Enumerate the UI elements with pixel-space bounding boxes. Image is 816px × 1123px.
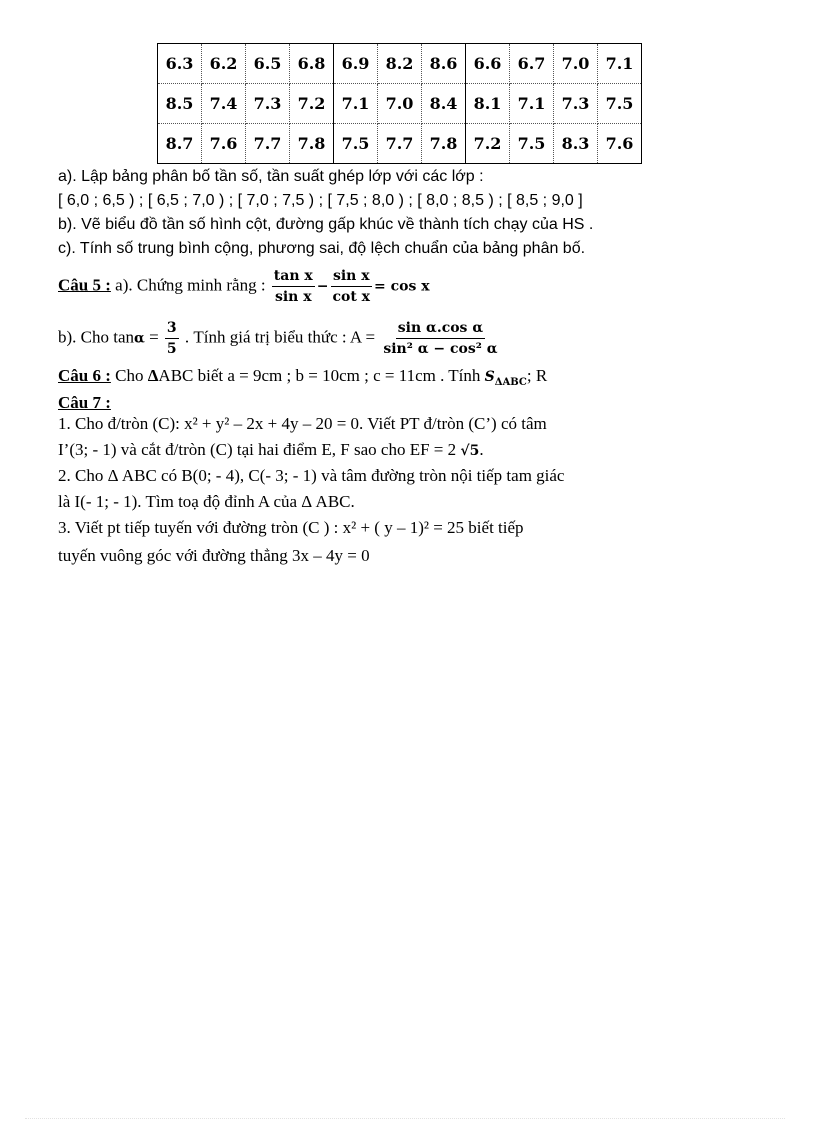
- table-cell: 6.5: [246, 44, 290, 84]
- q7-line-6: tuyến vuông góc với đường thẳng 3x – 4y = 0: [58, 546, 370, 565]
- q5-a-text: a). Chứng minh rằng :: [110, 275, 266, 295]
- table-cell: 6.9: [334, 44, 378, 84]
- table-cell: 7.3: [554, 84, 598, 124]
- question-5-heading: Câu 5 :: [58, 275, 111, 295]
- table-cell: 7.8: [422, 124, 466, 164]
- table-cell: 7.0: [378, 84, 422, 124]
- table-cell: 7.5: [598, 84, 642, 124]
- part-c-text: c). Tính số trung bình cộng, phương sai, độ lệch chuẩn của bảng phân bố.: [58, 240, 586, 257]
- table-cell: 8.2: [378, 44, 422, 84]
- question-5-line-b: b). Cho tanα = $\frac{3}{5}$ . Tính giá trị biểu thức : A = $\frac{\text{sin α.cos α}}{\text{sin² α − cos² α}}$: [58, 320, 498, 357]
- table-row: [158, 84, 642, 124]
- page-bottom-divider: [25, 1118, 785, 1119]
- table-cell: 7.8: [290, 124, 334, 164]
- table-cell: 7.3: [246, 84, 290, 124]
- part-a-text: a). Lập bảng phân bố tần số, tần suất ghép lớp với các lớp :: [58, 168, 484, 185]
- table-cell: 8.4: [422, 84, 466, 124]
- table-cell: 7.2: [466, 124, 510, 164]
- question-7-heading: Câu 7 :: [58, 393, 111, 412]
- table-cell: 7.7: [378, 124, 422, 164]
- part-b-text: b). Vẽ biểu đồ tần số hình cột, đường gấp khúc về thành tích chạy của HS .: [58, 216, 594, 233]
- fraction-3-over-5: $\frac{3}{5}$: [166, 320, 177, 357]
- table-cell: 7.0: [554, 44, 598, 84]
- fraction-tan-over-sin: $\frac{\text{tan x}}{\text{sin x}}$: [273, 268, 313, 305]
- rhs-cos: = cos x: [374, 278, 430, 295]
- table-cell: 8.5: [158, 84, 202, 124]
- table-cell: 7.2: [290, 84, 334, 124]
- sqrt-5: √5: [460, 443, 480, 459]
- q7-line-5: 3. Viết pt tiếp tuyến với đường tròn (C ) : x² + ( y – 1)² = 25 biết tiếp: [58, 518, 524, 537]
- area-symbol: $S_{\Delta ABC}$: [484, 369, 527, 388]
- table-cell: 8.3: [554, 124, 598, 164]
- table-cell: 7.5: [510, 124, 554, 164]
- data-table: [157, 43, 642, 164]
- q7-line-2: I’(3; - 1) và cắt đ/tròn (C) tại hai điểm E, F sao cho EF = 2 √5.: [58, 440, 484, 459]
- table-cell: 6.6: [466, 44, 510, 84]
- table-cell: 8.6: [422, 44, 466, 84]
- table-cell: 7.4: [202, 84, 246, 124]
- table-cell: 7.6: [598, 124, 642, 164]
- table-cell: 7.1: [334, 84, 378, 124]
- q7-line-3: 2. Cho Δ ABC có B(0; - 4), C(- 3; - 1) và tâm đường tròn nội tiếp tam giác: [58, 466, 565, 485]
- table-cell: 6.8: [290, 44, 334, 84]
- table-cell: 6.2: [202, 44, 246, 84]
- table-row: [158, 124, 642, 164]
- table-cell: 7.1: [598, 44, 642, 84]
- table-cell: 7.6: [202, 124, 246, 164]
- table-cell: 6.7: [510, 44, 554, 84]
- fraction-sin-over-cot: $\frac{\text{sin x}}{\text{cot x}}$: [332, 268, 371, 305]
- q7-line-1: 1. Cho đ/tròn (C): x² + y² – 2x + 4y – 20 = 0. Viết PT đ/tròn (C’) có tâm: [58, 414, 547, 433]
- question-6-line: Câu 6 : Cho ΔABC biết a = 9cm ; b = 10cm ; c = 11cm . Tính $S_{\Delta ABC}$; R: [58, 366, 548, 388]
- table-cell: 7.5: [334, 124, 378, 164]
- question-5-line-a: Câu 5 : a). Chứng minh rằng : $\frac{\text{tan x}}{\text{sin x}}$ − $\frac{\text{sin x}}{\text{cot x}}$ = cos x: [58, 268, 430, 305]
- table-cell: 8.7: [158, 124, 202, 164]
- fraction-expression-A: $\frac{\text{sin α.cos α}}{\text{sin² α − cos² α}}$: [383, 320, 498, 357]
- triangle-symbol: Δ: [147, 366, 159, 385]
- table-cell: 7.1: [510, 84, 554, 124]
- class-intervals: [ 6,0 ; 6,5 ) ; [ 6,5 ; 7,0 ) ; [ 7,0 ; 7,5 ) ; [ 7,5 ; 8,0 ) ; [ 8,0 ; 8,5 ) ; [ 8,5 ; 9,0 ]: [58, 192, 583, 209]
- table-cell: 6.3: [158, 44, 202, 84]
- table-cell: 7.7: [246, 124, 290, 164]
- table-row: [158, 44, 642, 84]
- q7-line-4: là I(- 1; - 1). Tìm toạ độ đỉnh A của Δ ABC.: [58, 492, 355, 511]
- table-cell: 8.1: [466, 84, 510, 124]
- question-6-heading: Câu 6 :: [58, 366, 111, 385]
